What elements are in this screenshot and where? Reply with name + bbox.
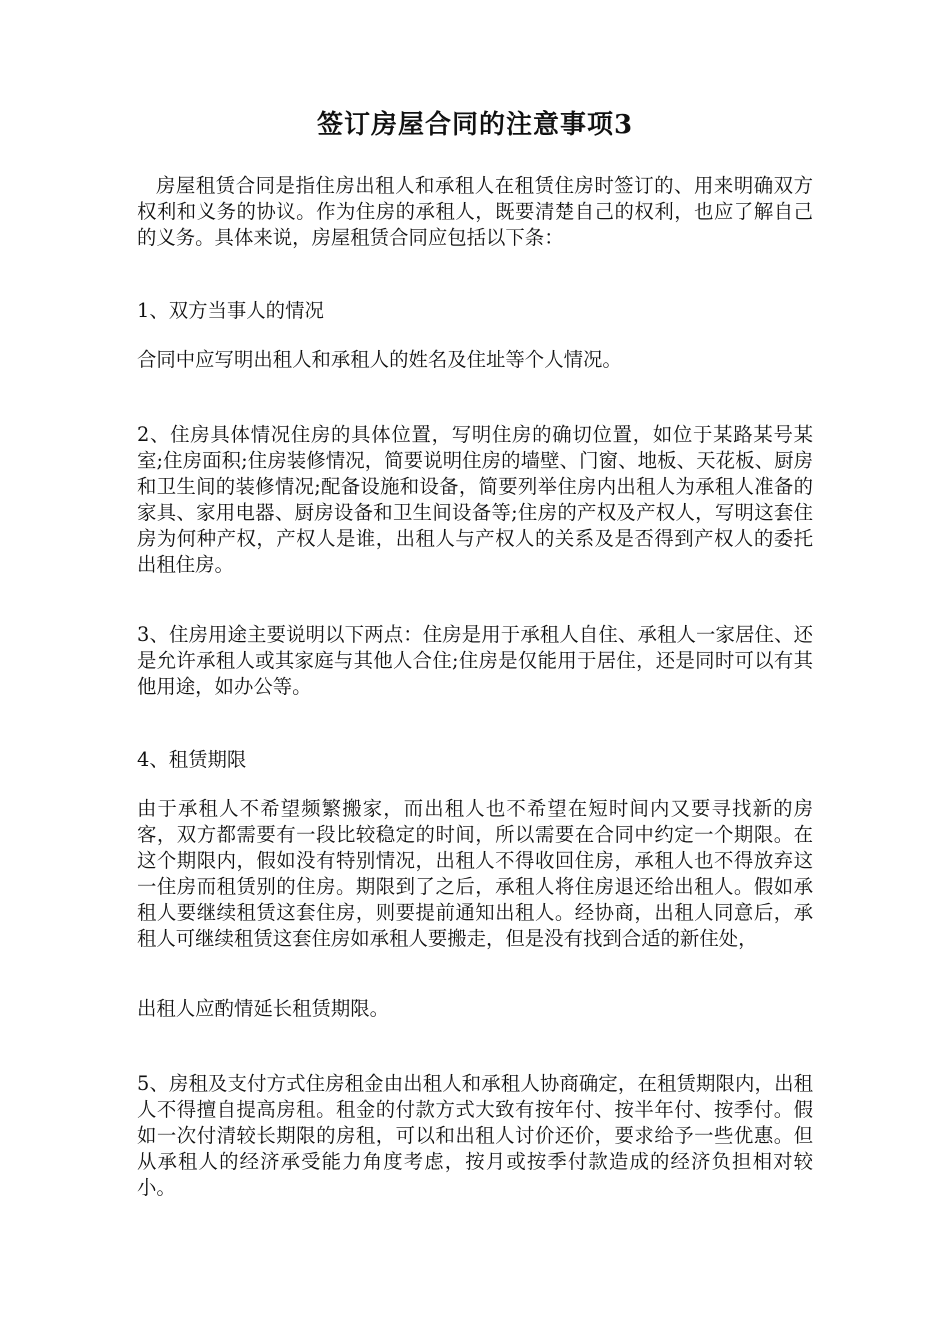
section-4-body: 由于承租人不希望频繁搬家，而出租人也不希望在短时间内又要寻找新的房客，双方都需要有一段比较稳定的时间，所以需要在合同中约定一个期限。在这个期限内，假如没有特别情况，出租人不得收回住房，承租人也不得放弃这一住房而租赁别的住房。期限到了之后，承租人将住房退还给出租人。假如承租人要继续租赁这套住房，则要提前通知出租人。经协商，出租人同意后，承租人可继续租赁这套住房如承租人要搬走，但是没有找到合适的新住处，: [137, 797, 813, 950]
section-1-body: 合同中应写明出租人和承租人的姓名及住址等个人情况。: [137, 348, 622, 371]
intro-paragraph: 房屋租赁合同是指住房出租人和承租人在租赁住房时签订的、用来明确双方权利和义务的协议。作为住房的承租人，既要清楚自己的权利，也应了解自己的义务。具体来说，房屋租赁合同应包括以下条：: [137, 174, 813, 249]
section-4-continuation: 出租人应酌情延长租赁期限。: [137, 997, 390, 1020]
section-4-heading: 4、租赁期限: [137, 748, 247, 771]
section-5-paragraph: 5、房租及支付方式住房租金由出租人和承租人协商确定，在租赁期限内，出租人不得擅自提高房租。租金的付款方式大致有按年付、按半年付、按季付。假如一次付清较长期限的房租，可以和出租人讨价还价，要求给予一些优惠。但从承租人的经济承受能力角度考虑，按月或按季付款造成的经济负担相对较小。: [137, 1072, 813, 1199]
section-2-paragraph: 2、住房具体情况住房的具体位置，写明住房的确切位置，如位于某路某号某室;住房面积;住房装修情况，简要说明住房的墙壁、门窗、地板、天花板、厨房和卫生间的装修情况;配备设施和设备，简要列举住房内出租人为承租人准备的家具、家用电器、厨房设备和卫生间设备等;住房的产权及产权人，写明这套住房为何种产权，产权人是谁，出租人与产权人的关系及是否得到产权人的委托出租住房。: [137, 423, 813, 576]
section-1-heading: 1、双方当事人的情况: [137, 299, 324, 322]
section-3-paragraph: 3、住房用途主要说明以下两点：住房是用于承租人自住、承租人一家居住、还是允许承租人或其家庭与其他人合住;住房是仅能用于居住，还是同时可以有其他用途，如办公等。: [137, 623, 813, 698]
document-title: 签订房屋合同的注意事项3: [316, 110, 634, 140]
